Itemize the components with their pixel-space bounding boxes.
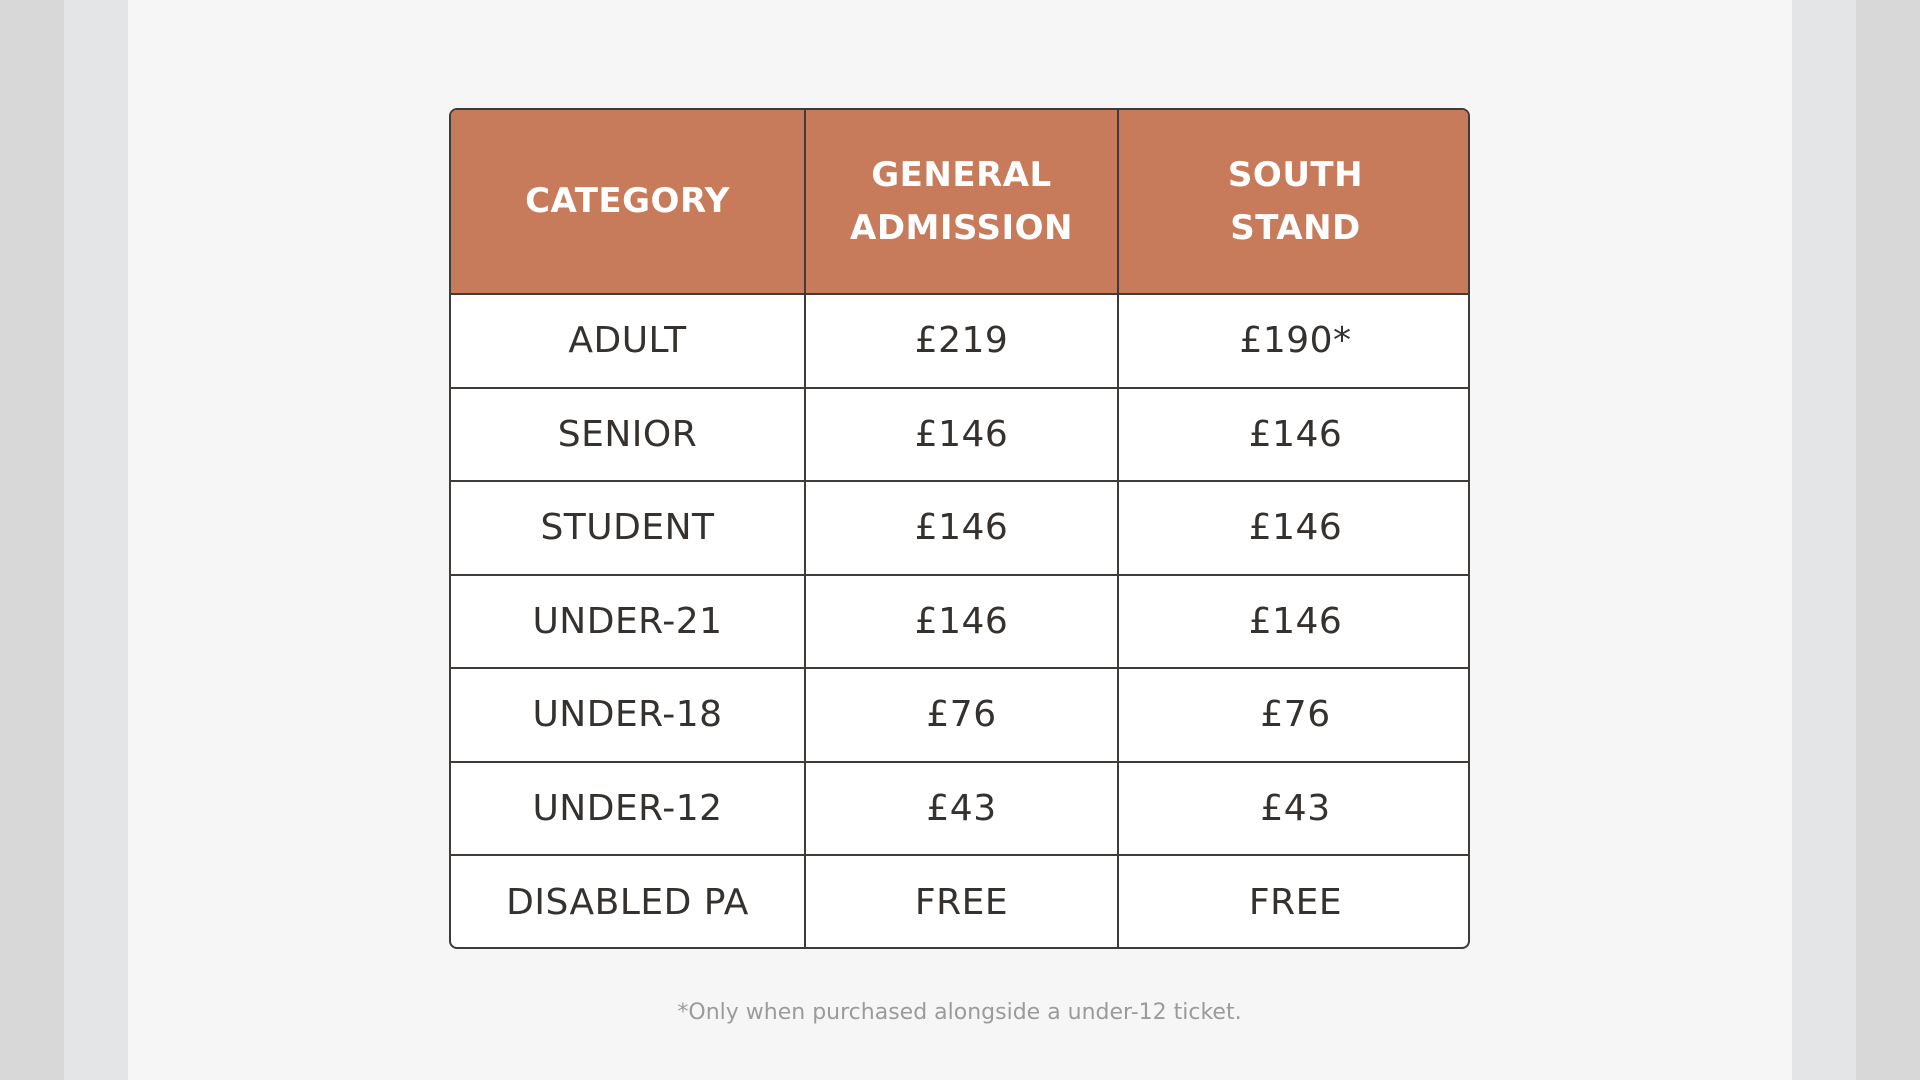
category-cell: SENIOR [451, 388, 805, 482]
pricing-table [451, 110, 1470, 949]
category-cell: STUDENT [451, 481, 805, 575]
south-stand-price-cell: £146 [1118, 481, 1470, 575]
general-admission-price-cell: FREE [805, 855, 1118, 949]
general-admission-price-cell: £146 [805, 575, 1118, 669]
table-row [451, 388, 1470, 482]
south-stand-price-cell: £190* [1118, 294, 1470, 388]
header-general-admission-line-2: ADMISSION [850, 207, 1073, 248]
table-row [451, 762, 1470, 856]
header-south-stand [1118, 110, 1470, 294]
category-cell: UNDER-12 [451, 762, 805, 856]
general-admission-price-cell: £146 [805, 388, 1118, 482]
table-row [451, 855, 1470, 949]
header-category [451, 110, 805, 294]
south-stand-price-cell: £146 [1118, 388, 1470, 482]
table-row [451, 481, 1470, 575]
table-row [451, 294, 1470, 388]
general-admission-price-cell: £76 [805, 668, 1118, 762]
category-cell: DISABLED PA [451, 855, 805, 949]
south-stand-price-cell: FREE [1118, 855, 1470, 949]
footnote: *Only when purchased alongside a under-12 ticket. [677, 1000, 1242, 1025]
general-admission-price-cell: £219 [805, 294, 1118, 388]
pricing-table-container [449, 108, 1470, 949]
category-cell: UNDER-21 [451, 575, 805, 669]
south-stand-price-cell: £43 [1118, 762, 1470, 856]
table-header-row [451, 110, 1470, 294]
south-stand-price-cell: £146 [1118, 575, 1470, 669]
general-admission-price-cell: £43 [805, 762, 1118, 856]
category-cell: UNDER-18 [451, 668, 805, 762]
category-cell: ADULT [451, 294, 805, 388]
south-stand-price-cell: £76 [1118, 668, 1470, 762]
general-admission-price-cell: £146 [805, 481, 1118, 575]
header-category-label: CATEGORY [525, 181, 730, 221]
table-row [451, 668, 1470, 762]
header-south-stand-line-2: STAND [1230, 207, 1361, 248]
header-south-stand-line-1: SOUTH [1227, 154, 1364, 195]
header-general-admission-line-1: GENERAL [871, 154, 1052, 195]
header-general-admission [805, 110, 1118, 294]
table-row [451, 575, 1470, 669]
